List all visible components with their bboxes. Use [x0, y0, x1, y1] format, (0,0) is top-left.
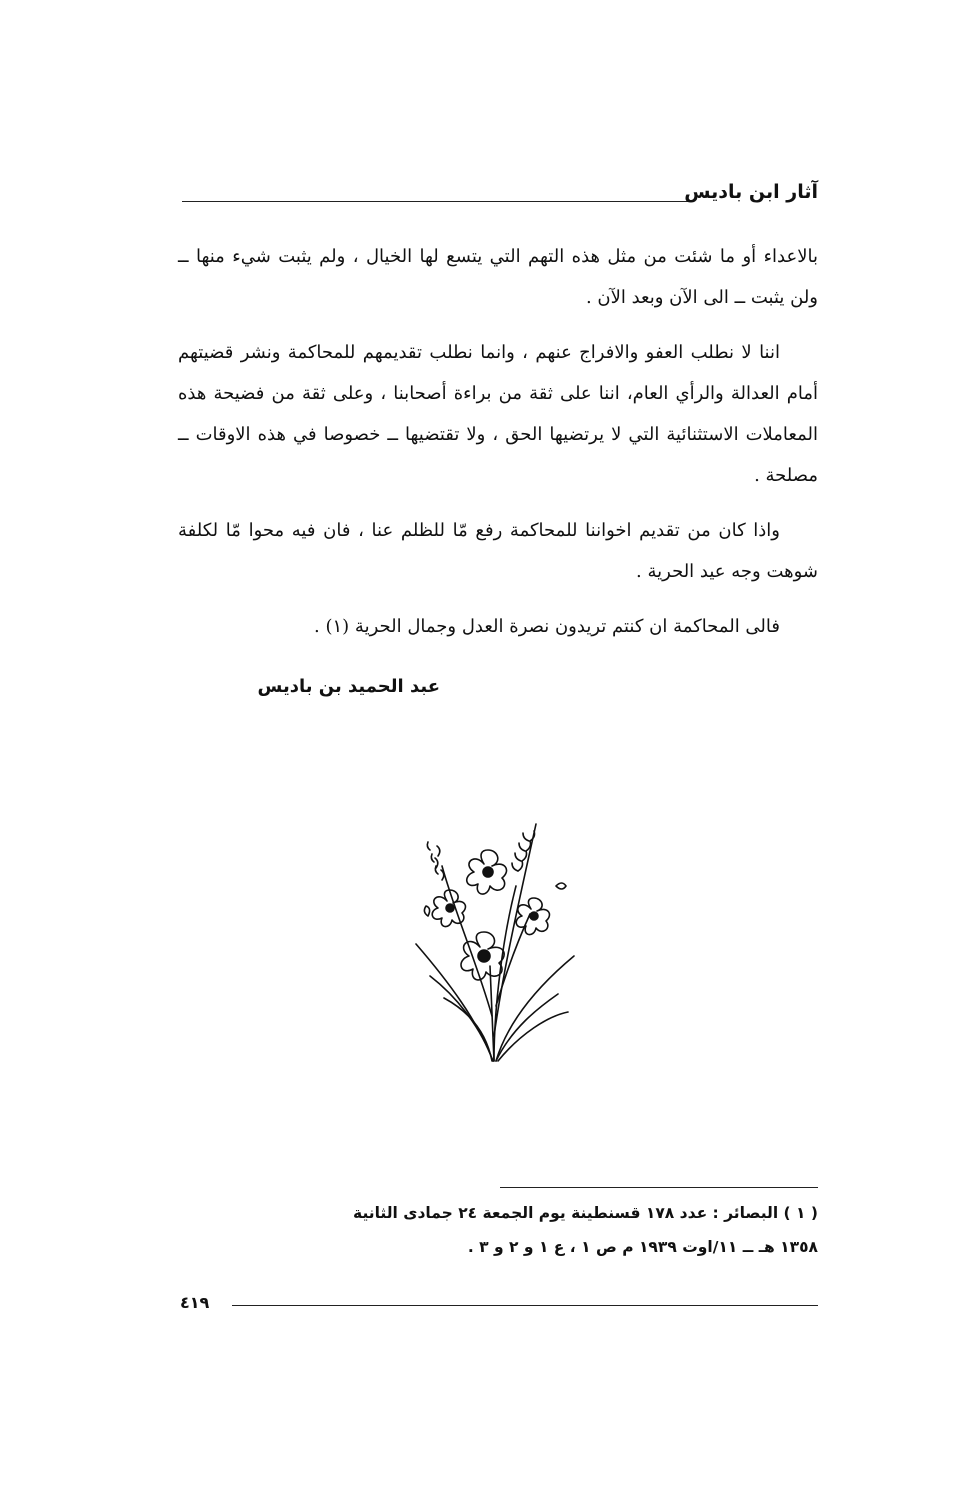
paragraph-1: بالاعداء أو ما شئت من مثل هذه التهم التي يتسع لها الخيال ، ولم يثبت شيء منها ــ ولن يثبت ــ الى الآن وبعد الآن .: [178, 246, 818, 308]
page-number-rule: [232, 1305, 818, 1306]
footnote-rule: [500, 1187, 818, 1188]
flower-bouquet-icon: [408, 816, 578, 1064]
footnote-line-2: ١٣٥٨ هـ ــ ١١/اوت ١٩٣٩ م ص ١ ، ع ١ و ٢ و ٣ .: [467, 1238, 818, 1256]
author-signature: عبد الحميد بن باديس: [257, 676, 440, 697]
paragraph-3: واذا كان من تقديم اخواننا للمحاكمة رفع مّا للظلم عنا ، فان فيه محوا مّا لكلفة شوهت وجه عيد الحرية .: [178, 520, 818, 582]
paragraph-4: فالى المحاكمة ان كنتم تريدون نصرة العدل وجمال الحرية (١) .: [314, 616, 780, 637]
running-header: [182, 174, 818, 210]
header-rule: [182, 201, 688, 202]
page-number: ٤١٩: [180, 1293, 210, 1312]
paragraph-2: اننا لا نطلب العفو والافراج عنهم ، وانما نطلب تقديمهم للمحاكمة ونشر قضيتهم أمام العدالة والرأي العام، اننا على ثقة من براءة أصحابنا ، وعلى ثقة من فضيحة هذه المعاملات الاستثنائية التي لا يرتضيها الحق ، ولا تقتضيها ــ خصوصا في هذه الاوقات ــ مصلحة .: [178, 342, 818, 486]
footnote: [178, 1196, 818, 1264]
book-title: آثار ابن باديس: [684, 181, 818, 203]
article-body: [178, 236, 818, 661]
footnote-line-1: ( ١ ) البصائر : عدد ١٧٨ قسنطينة يوم الجمعة ٢٤ جمادى الثانية: [353, 1204, 818, 1222]
